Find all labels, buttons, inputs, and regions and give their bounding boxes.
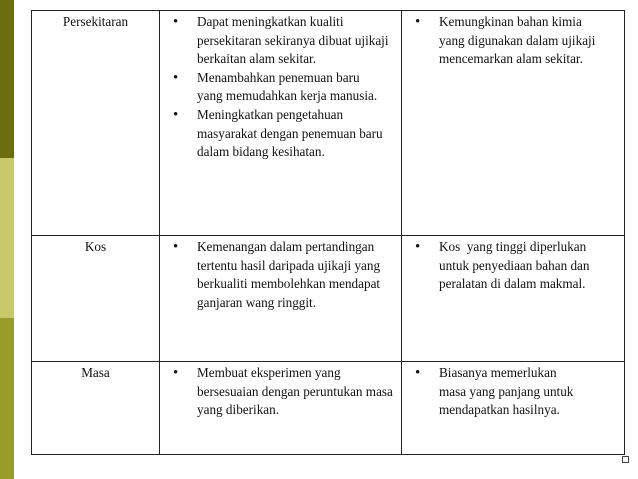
disadvantages-cell (402, 236, 625, 362)
advantages-cell (160, 236, 402, 362)
slide-side-bar-middle (0, 158, 14, 318)
advantages-list (160, 238, 401, 312)
disadvantages-cell (402, 362, 625, 455)
list-item: • Biasanya memerlukan masa yang panjang untuk mendapatkan hasilnya. (402, 364, 624, 420)
slide-side-bar-top (0, 0, 14, 158)
list-item: • Menambahkan penemuan baru yang memudahkan kerja manusia. (160, 69, 401, 106)
disadvantages-list (402, 238, 624, 294)
table-resize-handle[interactable] (622, 456, 629, 463)
advantages-cell (160, 362, 402, 455)
disadvantages-cell (402, 11, 625, 236)
advantages-list (160, 364, 401, 420)
row-label-cell (32, 362, 160, 455)
comparison-table (31, 10, 625, 455)
row-label: Masa (81, 365, 110, 380)
list-item: • Kemenangan dalam pertandingan tertentu hasil daripada ujikaji yang berkualiti membolehkan mendapat ganjaran wang ringgit. (160, 238, 401, 312)
table-row-kos (32, 236, 625, 362)
row-label: Persekitaran (62, 14, 129, 29)
advantages-cell (160, 11, 402, 236)
row-label-cell (32, 236, 160, 362)
advantages-list (160, 13, 401, 162)
list-item: • Dapat meningkatkan kualiti persekitaran sekiranya dibuat ujikaji berkaitan alam sekitar. (160, 13, 401, 69)
row-label-cell (32, 11, 160, 236)
disadvantages-list (402, 13, 624, 69)
list-item: • Membuat eksperimen yang bersesuaian dengan peruntukan masa yang diberikan. (160, 364, 401, 420)
table-row-masa (32, 362, 625, 455)
row-label: Kos (84, 239, 107, 254)
table-row-persekitaran (32, 11, 625, 236)
list-item: • Kemungkinan bahan kimia yang digunakan dalam ujikaji mencemarkan alam sekitar. (402, 13, 624, 69)
list-item: • Meningkatkan pengetahuan masyarakat dengan penemuan baru dalam bidang kesihatan. (160, 106, 401, 162)
slide-side-bar-bottom (0, 318, 14, 479)
disadvantages-list (402, 364, 624, 420)
list-item: • Kos yang tinggi diperlukan untuk penyediaan bahan dan peralatan di dalam makmal. (402, 238, 624, 294)
